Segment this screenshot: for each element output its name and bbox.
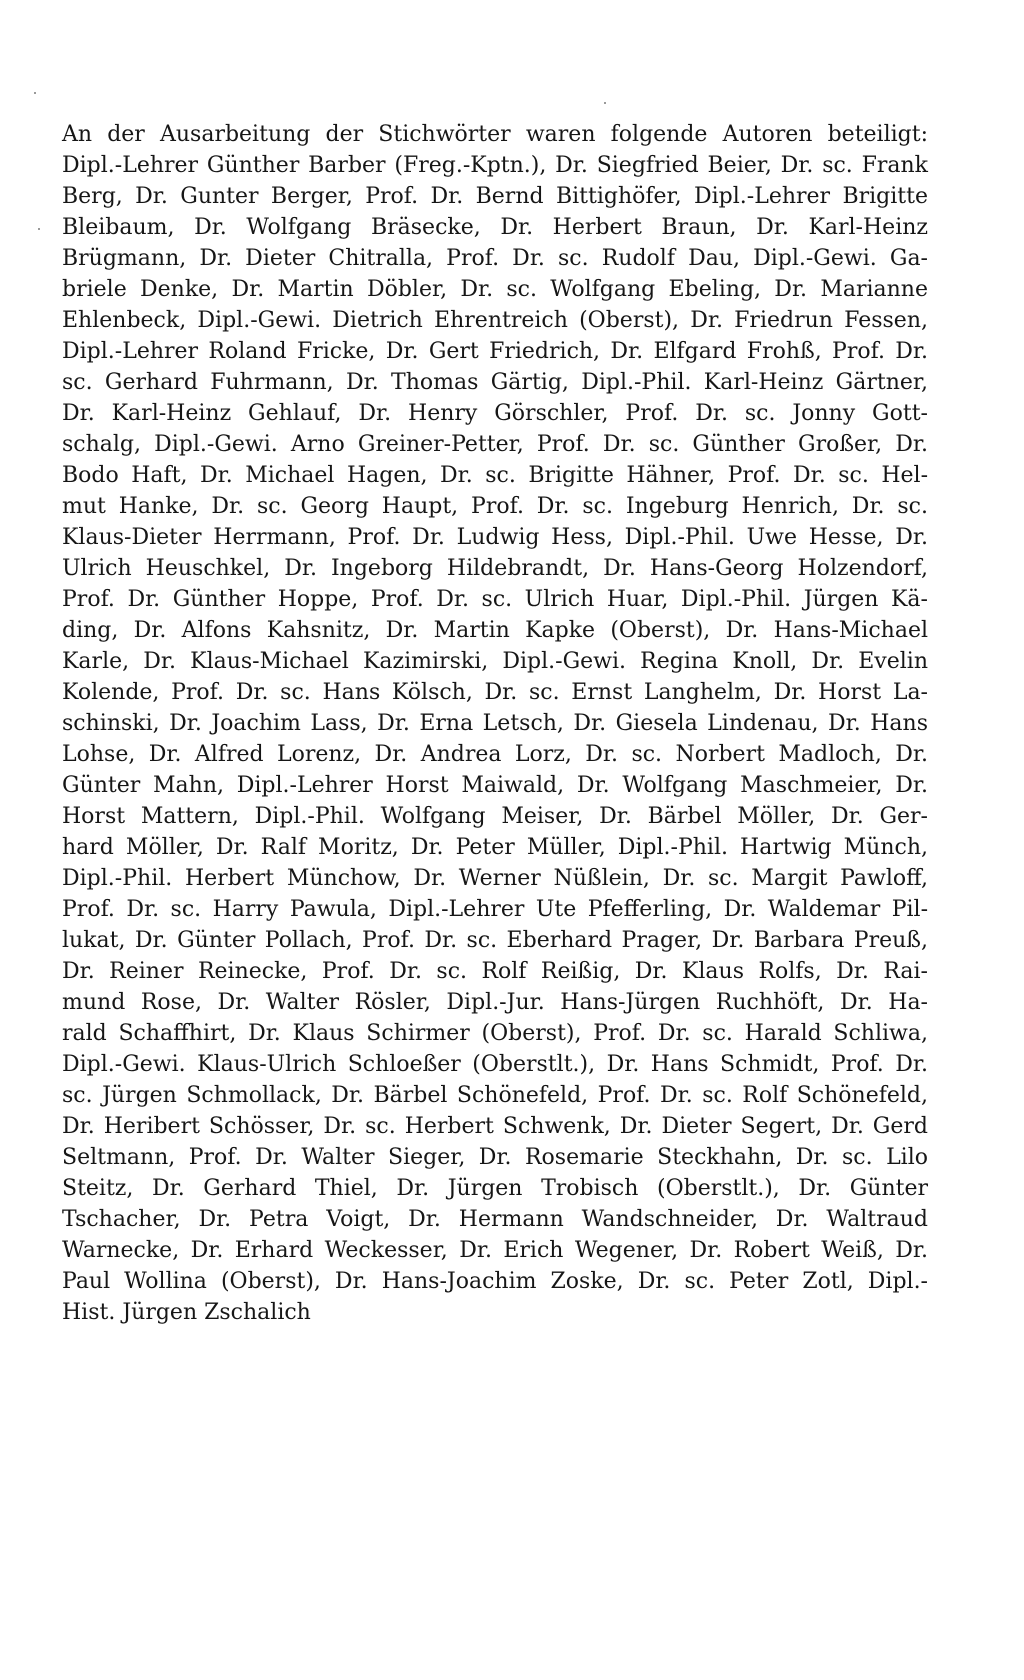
text-line: Karle, Dr. Klaus-Michael Kazimirski, Dipl.-Gewi. Regina Knoll, Dr. Evelin [62,649,928,674]
text-line: Dr. Karl-Heinz Gehlauf, Dr. Henry Görschler, Prof. Dr. sc. Jonny Gott- [62,401,928,426]
text-line: Tschacher, Dr. Petra Voigt, Dr. Hermann Wandschneider, Dr. Waltraud [62,1207,928,1232]
text-line: ding, Dr. Alfons Kahsnitz, Dr. Martin Kapke (Oberst), Dr. Hans-Michael [62,618,928,643]
scan-speck [34,92,36,94]
text-line: Dr. Heribert Schösser, Dr. sc. Herbert Schwenk, Dr. Dieter Segert, Dr. Gerd [62,1114,928,1139]
text-line: rald Schaffhirt, Dr. Klaus Schirmer (Oberst), Prof. Dr. sc. Harald Schliwa, [62,1021,928,1046]
text-line: sc. Jürgen Schmollack, Dr. Bärbel Schönefeld, Prof. Dr. sc. Rolf Schönefeld, [62,1083,928,1108]
text-line: Steitz, Dr. Gerhard Thiel, Dr. Jürgen Trobisch (Oberstlt.), Dr. Günter [62,1176,928,1201]
text-line: Brügmann, Dr. Dieter Chitralla, Prof. Dr. sc. Rudolf Dau, Dipl.-Gewi. Ga- [62,246,928,271]
text-line: Dipl.-Phil. Herbert Münchow, Dr. Werner Nüßlein, Dr. sc. Margit Pawloff, [62,866,928,891]
text-line: Dipl.-Lehrer Günther Barber (Freg.-Kptn.), Dr. Siegfried Beier, Dr. sc. Frank [62,153,928,178]
text-line: Bodo Haft, Dr. Michael Hagen, Dr. sc. Brigitte Hähner, Prof. Dr. sc. Hel- [62,463,928,488]
text-line: schalg, Dipl.-Gewi. Arno Greiner-Petter, Prof. Dr. sc. Günther Großer, Dr. [62,432,928,457]
text-line: Dipl.-Lehrer Roland Fricke, Dr. Gert Friedrich, Dr. Elfgard Frohß, Prof. Dr. [62,339,928,364]
text-line: lukat, Dr. Günter Pollach, Prof. Dr. sc. Eberhard Prager, Dr. Barbara Preuß, [62,928,928,953]
text-line: Ehlenbeck, Dipl.-Gewi. Dietrich Ehrentreich (Oberst), Dr. Friedrun Fessen, [62,308,928,333]
text-line: Kolende, Prof. Dr. sc. Hans Kölsch, Dr. sc. Ernst Langhelm, Dr. Horst La- [62,680,928,705]
text-line: Bleibaum, Dr. Wolfgang Bräsecke, Dr. Herbert Braun, Dr. Karl-Heinz [62,215,928,240]
text-line: hard Möller, Dr. Ralf Moritz, Dr. Peter Müller, Dipl.-Phil. Hartwig Münch, [62,835,928,860]
text-line: Berg, Dr. Gunter Berger, Prof. Dr. Bernd Bittighöfer, Dipl.-Lehrer Brigitte [62,184,928,209]
text-line: Prof. Dr. Günther Hoppe, Prof. Dr. sc. Ulrich Huar, Dipl.-Phil. Jürgen Kä- [62,587,928,612]
text-line: briele Denke, Dr. Martin Döbler, Dr. sc. Wolfgang Ebeling, Dr. Marianne [62,277,928,302]
text-line: Ulrich Heuschkel, Dr. Ingeborg Hildebrandt, Dr. Hans-Georg Holzendorf, [62,556,928,581]
text-line: Paul Wollina (Oberst), Dr. Hans-Joachim Zoske, Dr. sc. Peter Zotl, Dipl.- [62,1269,928,1294]
text-line: Lohse, Dr. Alfred Lorenz, Dr. Andrea Lorz, Dr. sc. Norbert Madloch, Dr. [62,742,928,767]
text-line: Dr. Reiner Reinecke, Prof. Dr. sc. Rolf Reißig, Dr. Klaus Rolfs, Dr. Rai- [62,959,928,984]
text-line: Klaus-Dieter Herrmann, Prof. Dr. Ludwig Hess, Dipl.-Phil. Uwe Hesse, Dr. [62,525,928,550]
scan-speck [604,102,606,104]
author-list-paragraph [62,119,928,1328]
text-line: schinski, Dr. Joachim Lass, Dr. Erna Letsch, Dr. Giesela Lindenau, Dr. Hans [62,711,928,736]
scan-speck [38,228,40,230]
text-line: Dipl.-Gewi. Klaus-Ulrich Schloeßer (Oberstlt.), Dr. Hans Schmidt, Prof. Dr. [62,1052,928,1077]
text-line: Hist. Jürgen Zschalich [62,1300,311,1325]
text-line: mund Rose, Dr. Walter Rösler, Dipl.-Jur. Hans-Jürgen Ruchhöft, Dr. Ha- [62,990,928,1015]
text-line: sc. Gerhard Fuhrmann, Dr. Thomas Gärtig, Dipl.-Phil. Karl-Heinz Gärtner, [62,370,928,395]
text-line: Prof. Dr. sc. Harry Pawula, Dipl.-Lehrer Ute Pfefferling, Dr. Waldemar Pil- [62,897,928,922]
text-line: Warnecke, Dr. Erhard Weckesser, Dr. Erich Wegener, Dr. Robert Weiß, Dr. [62,1238,928,1263]
text-line: Seltmann, Prof. Dr. Walter Sieger, Dr. Rosemarie Steckhahn, Dr. sc. Lilo [62,1145,928,1170]
text-line: mut Hanke, Dr. sc. Georg Haupt, Prof. Dr. sc. Ingeburg Henrich, Dr. sc. [62,494,928,519]
text-line: An der Ausarbeitung der Stichwörter waren folgende Autoren beteiligt: [62,122,928,147]
text-line: Günter Mahn, Dipl.-Lehrer Horst Maiwald, Dr. Wolfgang Maschmeier, Dr. [62,773,928,798]
text-line: Horst Mattern, Dipl.-Phil. Wolfgang Meiser, Dr. Bärbel Möller, Dr. Ger- [62,804,928,829]
